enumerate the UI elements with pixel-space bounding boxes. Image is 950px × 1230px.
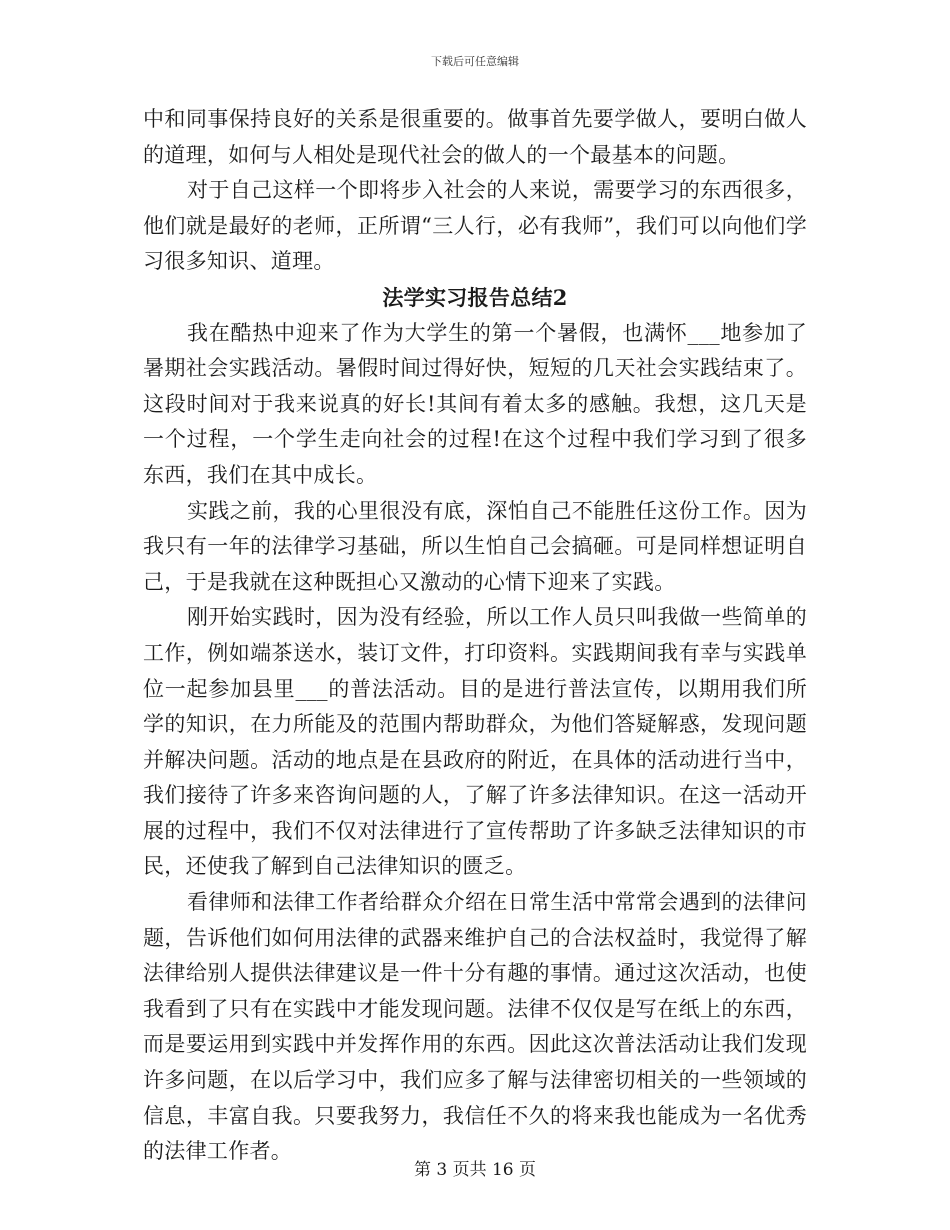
page-header: 下载后可任意编辑 bbox=[431, 55, 519, 68]
section-title: 法学实习报告总结2 bbox=[382, 284, 568, 310]
document-body bbox=[143, 102, 807, 1170]
paragraph-continued: 中和同事保持良好的关系是很重要的。做事首先要学做人，要明白做人的道理，如何与人相处是现代社会的做人的一个最基本的问题。 bbox=[143, 107, 807, 167]
paragraph-self-learning: 对于自己这样一个即将步入社会的人来说，需要学习的东西很多，他们就是最好的老师，正所谓“三人行，必有我师”，我们可以向他们学习很多知识、道理。 bbox=[143, 178, 807, 274]
page-number-footer: 第 3 页共 16 页 bbox=[413, 1160, 537, 1180]
paragraph-lawyer-observation: 看律师和法律工作者给群众介绍在日常生活中常常会遇到的法律问题，告诉他们如何用法律的武器来维护自己的合法权益时，我觉得了解法律给别人提供法律建议是一件十分有趣的事情。通过这次活动，也使我看到了只有在实践中才能发现问题。法律不仅仅是写在纸上的东西，而是要运用到实践中并发挥作用的东西。因此这次普法活动让我们发现许多问题，在以后学习中，我们应多了解与法律密切相关的一些领域的信息，丰富自我。只要我努力，我信任不久的将来我也能成为一名优秀的法律工作者。 bbox=[143, 890, 807, 1164]
paragraph-summer-practice: 我在酷热中迎来了作为大学生的第一个暑假，也满怀___地参加了暑期社会实践活动。暑假时间过得好快，短短的几天社会实践结束了。这段时间对于我来说真的好长!其间有着太多的感触。我想，这几天是一个过程，一个学生走向社会的过程!在这个过程中我们学习到了很多东西，我们在其中成长。 bbox=[143, 320, 807, 487]
paragraph-start-practice: 刚开始实践时，因为没有经验，所以工作人员只叫我做一些简单的工作，例如端茶送水，装订文件，打印资料。实践期间我有幸与实践单位一起参加县里___的普法活动。目的是进行普法宣传，以期用我们所学的知识，在力所能及的范围内帮助群众，为他们答疑解惑，发现问题并解决问题。活动的地点是在县政府的附近，在具体的活动进行当中，我们接待了许多来咨询问题的人，了解了许多法律知识。在这一活动开展的过程中，我们不仅对法律进行了宣传帮助了许多缺乏法律知识的市民，还使我了解到自己法律知识的匮乏。 bbox=[143, 605, 807, 879]
paragraph-before-practice: 实践之前，我的心里很没有底，深怕自己不能胜任这份工作。因为我只有一年的法律学习基础，所以生怕自己会搞砸。可是同样想证明自己，于是我就在这种既担心又激动的心情下迎来了实践。 bbox=[143, 498, 807, 594]
